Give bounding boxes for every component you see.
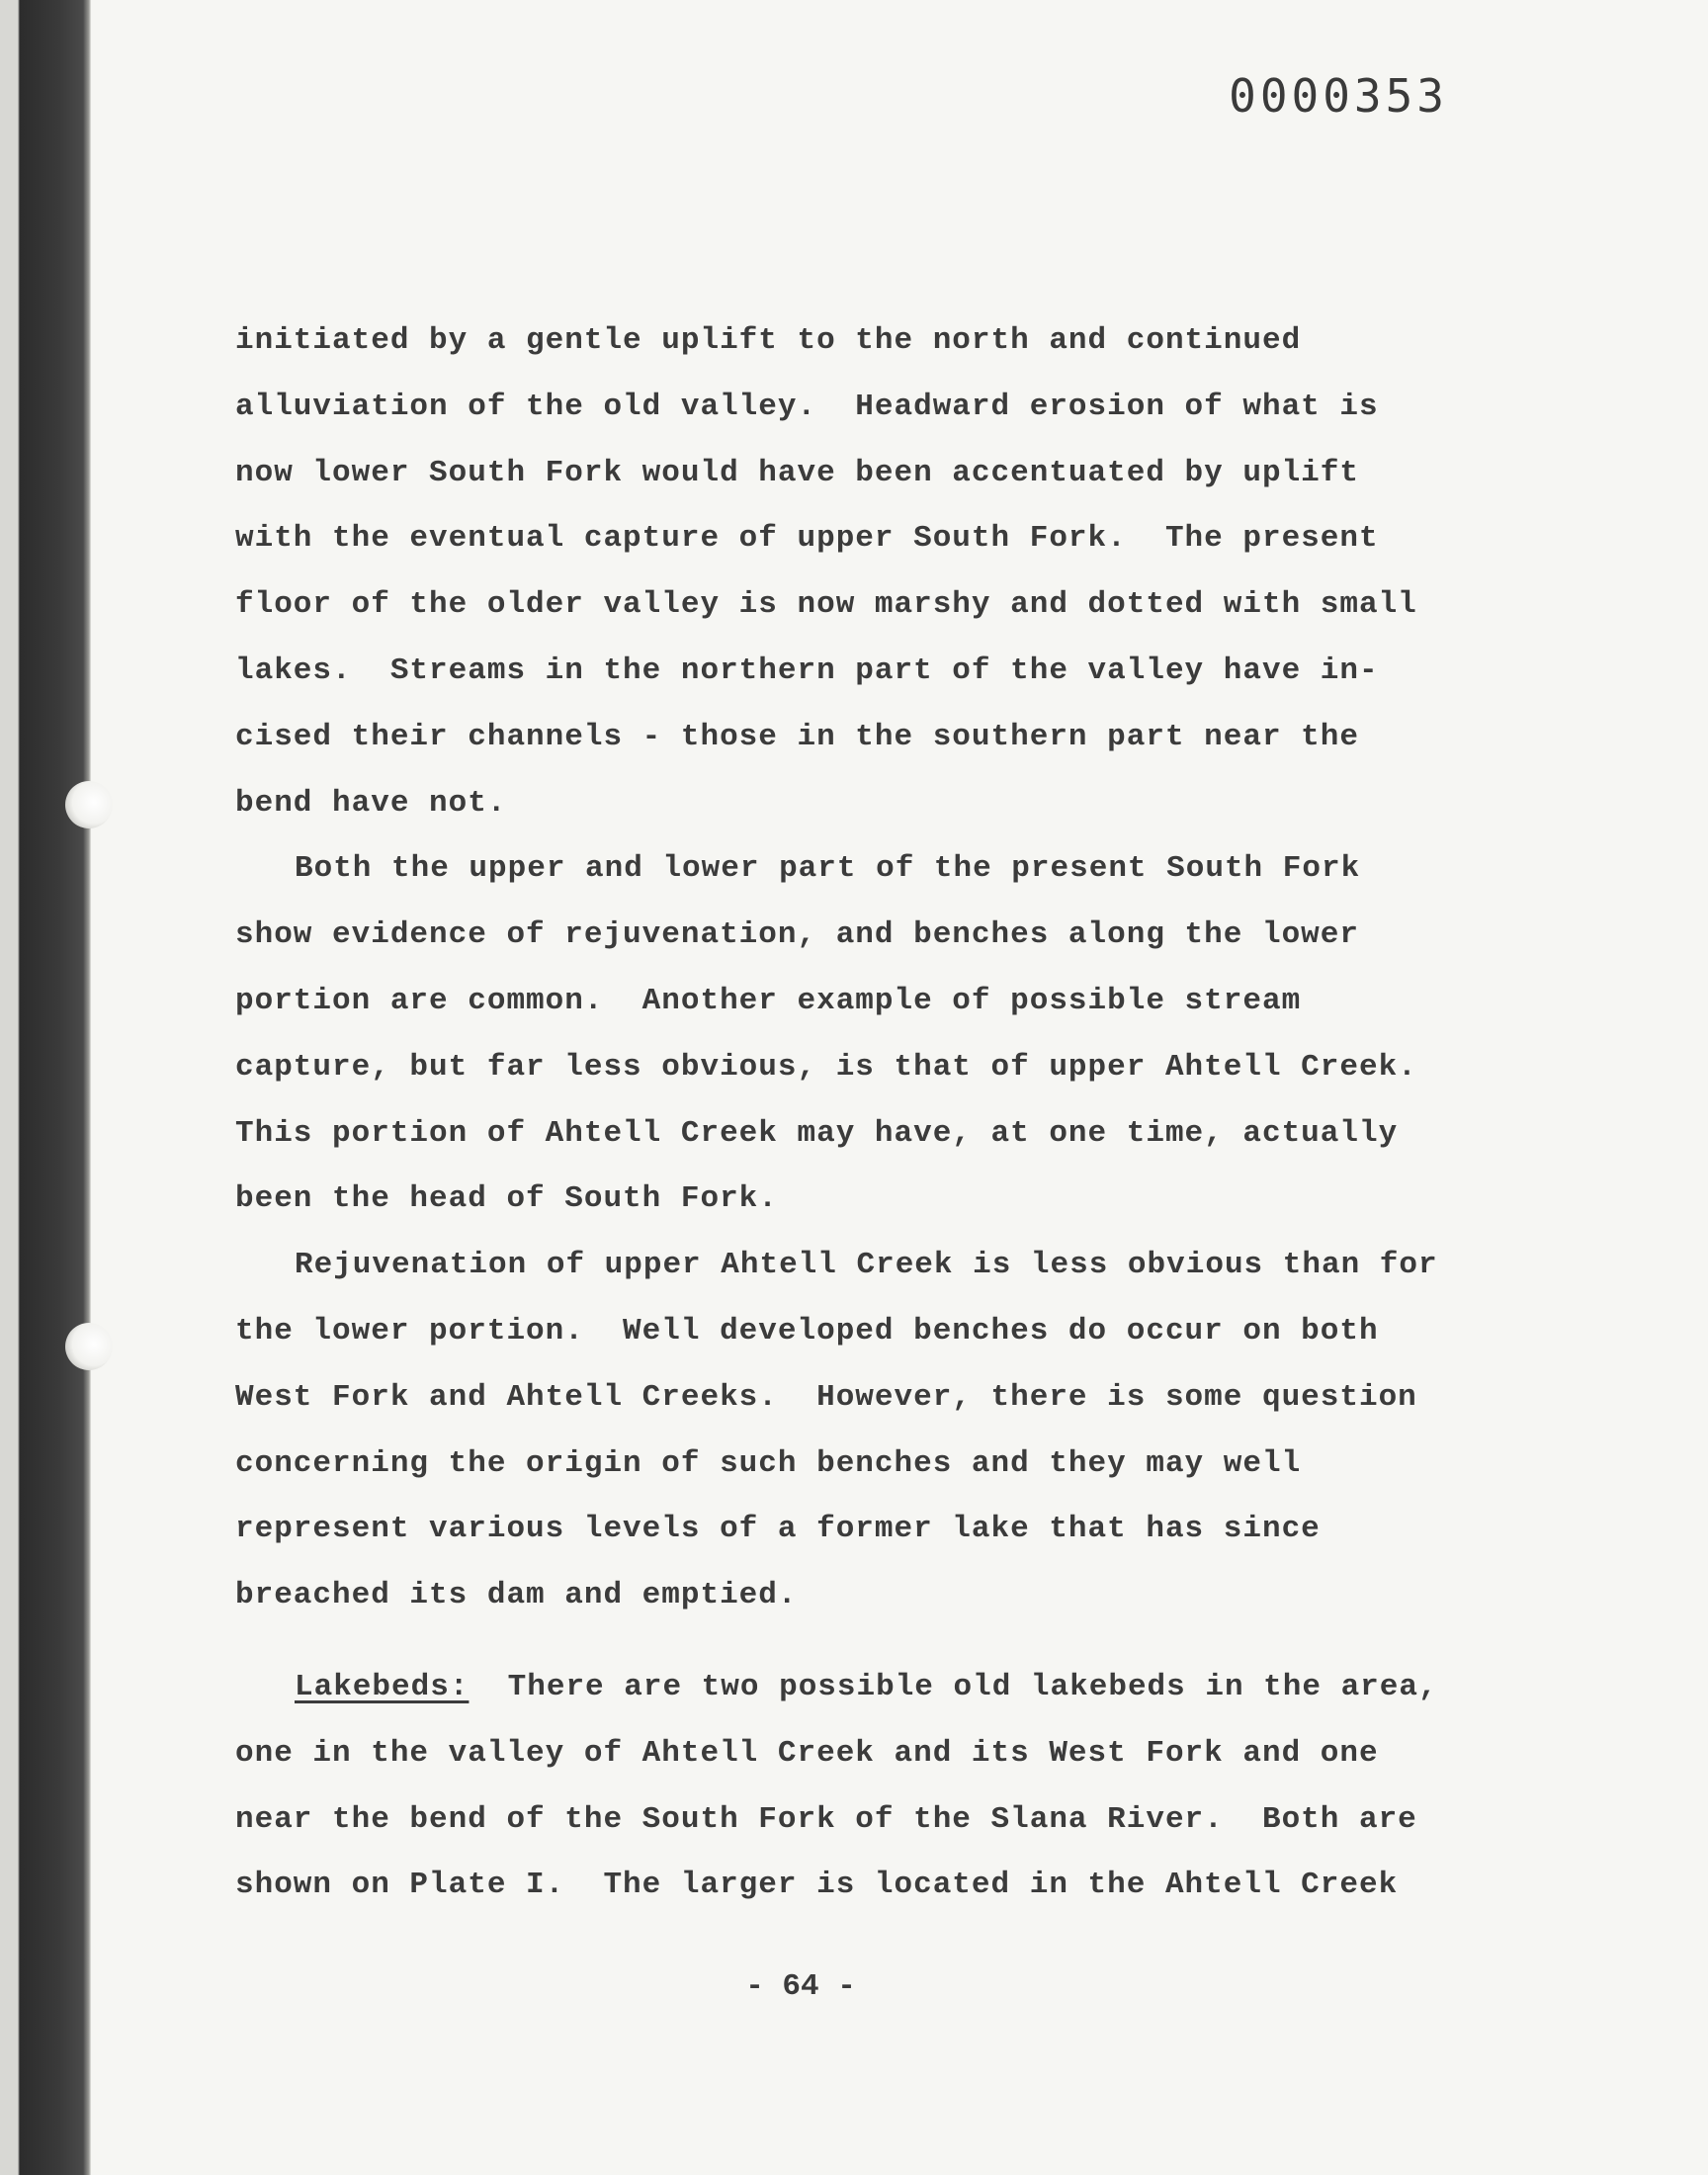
bates-number: 0000353 xyxy=(1229,69,1448,123)
text-line: breached its dam and emptied. xyxy=(235,1578,798,1613)
text-line: with the eventual capture of upper South Fork. The present xyxy=(235,521,1379,557)
paragraph xyxy=(235,1655,1481,1919)
paragraph xyxy=(235,308,1481,836)
text-line: concerning the origin of such benches and they may well xyxy=(235,1445,1302,1481)
text-line: portion are common. Another example of possible stream xyxy=(235,983,1302,1018)
text-line: Rejuvenation of upper Ahtell Creek is less obvious than for xyxy=(295,1248,1438,1283)
paragraph xyxy=(235,836,1481,1233)
text-line: bend have not. xyxy=(235,785,507,821)
binding-edge xyxy=(0,0,91,2175)
punch-hole xyxy=(65,1323,113,1370)
text-line: been the head of South Fork. xyxy=(235,1181,778,1217)
text-line: Both the upper and lower part of the present South Fork xyxy=(295,851,1361,887)
text-line: West Fork and Ahtell Creeks. However, there is some question xyxy=(235,1379,1417,1415)
text-line: represent various levels of a former lake that has since xyxy=(235,1512,1321,1547)
text-line xyxy=(235,1655,1481,1721)
text-line: floor of the older valley is now marshy and dotted with small xyxy=(235,587,1417,623)
text-line: one in the valley of Ahtell Creek and its West Fork and one xyxy=(235,1735,1379,1771)
text-run: There are two possible old lakebeds in the area, xyxy=(469,1669,1438,1704)
paragraph xyxy=(235,1233,1481,1629)
text-line: show evidence of rejuvenation, and benches along the lower xyxy=(235,917,1359,953)
body-text xyxy=(235,308,1481,1919)
text-line: initiated by a gentle uplift to the north and continued xyxy=(235,323,1302,358)
text-line: alluviation of the old valley. Headward erosion of what is xyxy=(235,389,1379,424)
text-line: now lower South Fork would have been accentuated by uplift xyxy=(235,455,1359,490)
page-number: - 64 - xyxy=(745,1969,856,2004)
text-line: capture, but far less obvious, is that of upper Ahtell Creek. xyxy=(235,1049,1417,1085)
text-line: This portion of Ahtell Creek may have, at one time, actually xyxy=(235,1115,1399,1151)
punch-hole xyxy=(65,781,113,828)
text-line: shown on Plate I. The larger is located in the Ahtell Creek xyxy=(235,1868,1399,1903)
text-line: near the bend of the South Fork of the Slana River. Both are xyxy=(235,1801,1417,1837)
text-line: the lower portion. Well developed benches do occur on both xyxy=(235,1313,1379,1348)
text-line: lakes. Streams in the northern part of the valley have in- xyxy=(235,652,1379,688)
text-line: cised their channels - those in the southern part near the xyxy=(235,719,1359,754)
section-heading: Lakebeds: xyxy=(295,1669,470,1704)
paragraph-spacer xyxy=(235,1629,1481,1655)
